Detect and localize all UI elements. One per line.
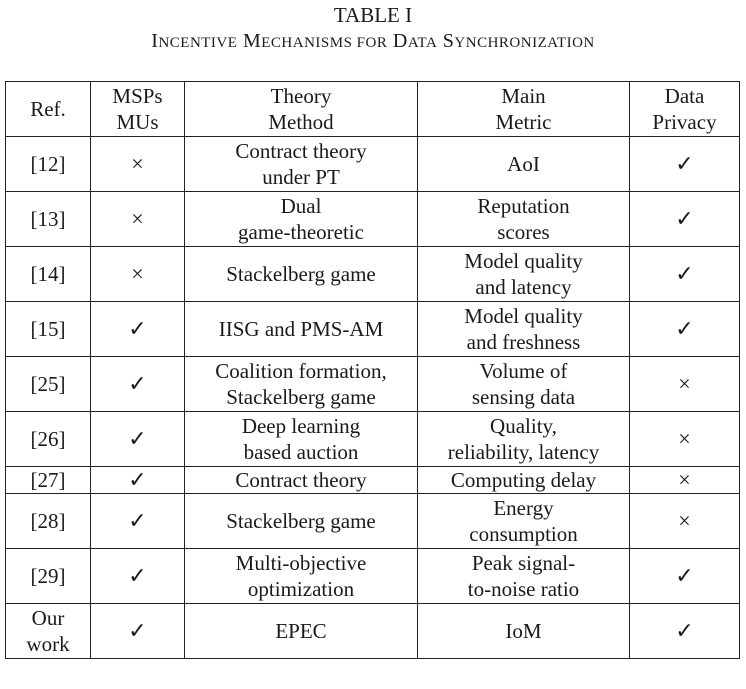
ref-cell-line: Our xyxy=(31,606,65,630)
table-title xyxy=(0,28,746,56)
metric-cell xyxy=(418,302,630,357)
metric-cell-line: IoM xyxy=(505,619,542,643)
metric-cell-line: Reputation xyxy=(477,194,570,218)
method-cell-line: game-theoretic xyxy=(238,220,364,244)
ref-cell xyxy=(6,137,91,192)
ref-cell-line: [13] xyxy=(30,207,66,231)
title-capital: M xyxy=(242,30,262,52)
title-capital: S xyxy=(442,30,455,52)
ref-cell xyxy=(6,192,91,247)
header-msps-mus-line: MUs xyxy=(116,110,159,134)
table-row xyxy=(6,247,740,302)
ref-cell xyxy=(6,604,91,659)
privacy-check-icon: ✓ xyxy=(630,604,740,659)
metric-cell xyxy=(418,604,630,659)
ref-cell xyxy=(6,494,91,549)
method-cell-line: Contract theory xyxy=(235,468,367,492)
table-row xyxy=(6,192,740,247)
header-theory-method-line: Theory xyxy=(270,84,332,108)
ref-cell xyxy=(6,247,91,302)
privacy-check-icon: ✓ xyxy=(630,137,740,192)
title-capital: D xyxy=(392,30,408,52)
metric-cell xyxy=(418,467,630,494)
metric-cell xyxy=(418,137,630,192)
header-data-privacy-line: Data xyxy=(664,84,705,108)
header-main-metric-line: Metric xyxy=(495,110,552,134)
table-caption xyxy=(0,0,746,56)
metric-cell-line: Model quality xyxy=(464,304,583,328)
method-cell-line: Contract theory xyxy=(235,139,367,163)
ref-cell xyxy=(6,467,91,494)
header-row xyxy=(6,82,740,137)
metric-cell xyxy=(418,412,630,467)
metric-cell xyxy=(418,247,630,302)
header-main-metric-line: Main xyxy=(501,84,546,108)
method-cell-line: Stackelberg game xyxy=(226,509,376,533)
msps-cross-icon: × xyxy=(91,137,185,192)
table-label: TABLE I xyxy=(333,3,413,27)
ref-cell xyxy=(6,302,91,357)
metric-cell-line: Computing delay xyxy=(450,468,597,492)
method-cell xyxy=(185,549,418,604)
method-cell xyxy=(185,192,418,247)
method-cell-line: based auction xyxy=(243,440,359,464)
msps-check-icon: ✓ xyxy=(91,357,185,412)
privacy-check-icon: ✓ xyxy=(630,247,740,302)
method-cell-line: Dual xyxy=(280,194,322,218)
ref-cell xyxy=(6,412,91,467)
metric-cell xyxy=(418,357,630,412)
title-smallcaps: ECHANISMS FOR xyxy=(261,35,388,51)
method-cell-line: optimization xyxy=(247,577,355,601)
title-smallcaps: YNCHRONIZATION xyxy=(454,35,595,51)
metric-cell-line: Peak signal- xyxy=(471,551,576,575)
msps-check-icon: ✓ xyxy=(91,467,185,494)
privacy-cross-icon: × xyxy=(630,494,740,549)
method-cell-line: Stackelberg game xyxy=(226,385,376,409)
ref-cell-line: [27] xyxy=(30,468,66,492)
metric-cell-line: and freshness xyxy=(466,330,581,354)
table-row xyxy=(6,357,740,412)
metric-cell xyxy=(418,494,630,549)
metric-cell-line: Volume of xyxy=(479,359,568,383)
metric-cell xyxy=(418,549,630,604)
ref-cell-line: [28] xyxy=(30,509,66,533)
header-ref-line: Ref. xyxy=(30,97,66,121)
privacy-check-icon: ✓ xyxy=(630,302,740,357)
method-cell xyxy=(185,137,418,192)
method-cell xyxy=(185,467,418,494)
table-row xyxy=(6,494,740,549)
header-data-privacy-line: Privacy xyxy=(652,110,717,134)
method-cell-line: under PT xyxy=(262,165,340,189)
title-smallcaps: NCENTIVE xyxy=(158,35,238,51)
table-row xyxy=(6,137,740,192)
method-cell-line: Stackelberg game xyxy=(226,262,376,286)
msps-check-icon: ✓ xyxy=(91,549,185,604)
ref-cell-line: [26] xyxy=(30,427,66,451)
table-body xyxy=(6,137,740,659)
privacy-check-icon: ✓ xyxy=(630,549,740,604)
privacy-cross-icon: × xyxy=(630,357,740,412)
ref-cell xyxy=(6,549,91,604)
title-smallcaps: ATA xyxy=(407,35,438,51)
metric-cell-line: and latency xyxy=(475,275,572,299)
ref-cell-line: [14] xyxy=(30,262,66,286)
privacy-check-icon: ✓ xyxy=(630,192,740,247)
metric-cell-line: Quality, xyxy=(490,414,557,438)
metric-cell xyxy=(418,192,630,247)
metric-cell-line: AoI xyxy=(507,152,540,176)
method-cell xyxy=(185,494,418,549)
msps-cross-icon: × xyxy=(91,192,185,247)
method-cell-line: Deep learning xyxy=(241,414,361,438)
header-theory-method xyxy=(185,82,418,137)
ref-cell-line: [29] xyxy=(30,564,66,588)
method-cell xyxy=(185,357,418,412)
method-cell-line: IISG and PMS-AM xyxy=(218,317,384,341)
metric-cell-line: Model quality xyxy=(464,249,583,273)
method-cell-line: EPEC xyxy=(275,619,327,643)
privacy-cross-icon: × xyxy=(630,412,740,467)
header-main-metric xyxy=(418,82,630,137)
header-msps-mus-line: MSPs xyxy=(112,84,163,108)
table-row xyxy=(6,604,740,659)
header-data-privacy xyxy=(630,82,740,137)
table-row xyxy=(6,467,740,494)
incentive-mechanisms-table xyxy=(5,81,740,659)
msps-check-icon: ✓ xyxy=(91,494,185,549)
title-capital: I xyxy=(151,30,159,52)
ref-cell-line: work xyxy=(26,632,70,656)
table-row xyxy=(6,412,740,467)
metric-cell-line: consumption xyxy=(469,522,578,546)
ref-cell-line: [15] xyxy=(30,317,66,341)
ref-cell-line: [12] xyxy=(30,152,66,176)
table-row xyxy=(6,549,740,604)
msps-check-icon: ✓ xyxy=(91,302,185,357)
method-cell xyxy=(185,247,418,302)
metric-cell-line: scores xyxy=(497,220,550,244)
method-cell xyxy=(185,412,418,467)
ref-cell xyxy=(6,357,91,412)
method-cell xyxy=(185,604,418,659)
ref-cell-line: [25] xyxy=(30,372,66,396)
method-cell xyxy=(185,302,418,357)
header-msps-mus xyxy=(91,82,185,137)
method-cell-line: Multi-objective xyxy=(235,551,367,575)
privacy-cross-icon: × xyxy=(630,467,740,494)
metric-cell-line: Energy xyxy=(493,496,554,520)
msps-cross-icon: × xyxy=(91,247,185,302)
table-row xyxy=(6,302,740,357)
metric-cell-line: reliability, latency xyxy=(447,440,600,464)
msps-check-icon: ✓ xyxy=(91,604,185,659)
metric-cell-line: to-noise ratio xyxy=(467,577,580,601)
method-cell-line: Coalition formation, xyxy=(215,359,387,383)
header-theory-method-line: Method xyxy=(268,110,334,134)
msps-check-icon: ✓ xyxy=(91,412,185,467)
header-ref xyxy=(6,82,91,137)
metric-cell-line: sensing data xyxy=(471,385,576,409)
